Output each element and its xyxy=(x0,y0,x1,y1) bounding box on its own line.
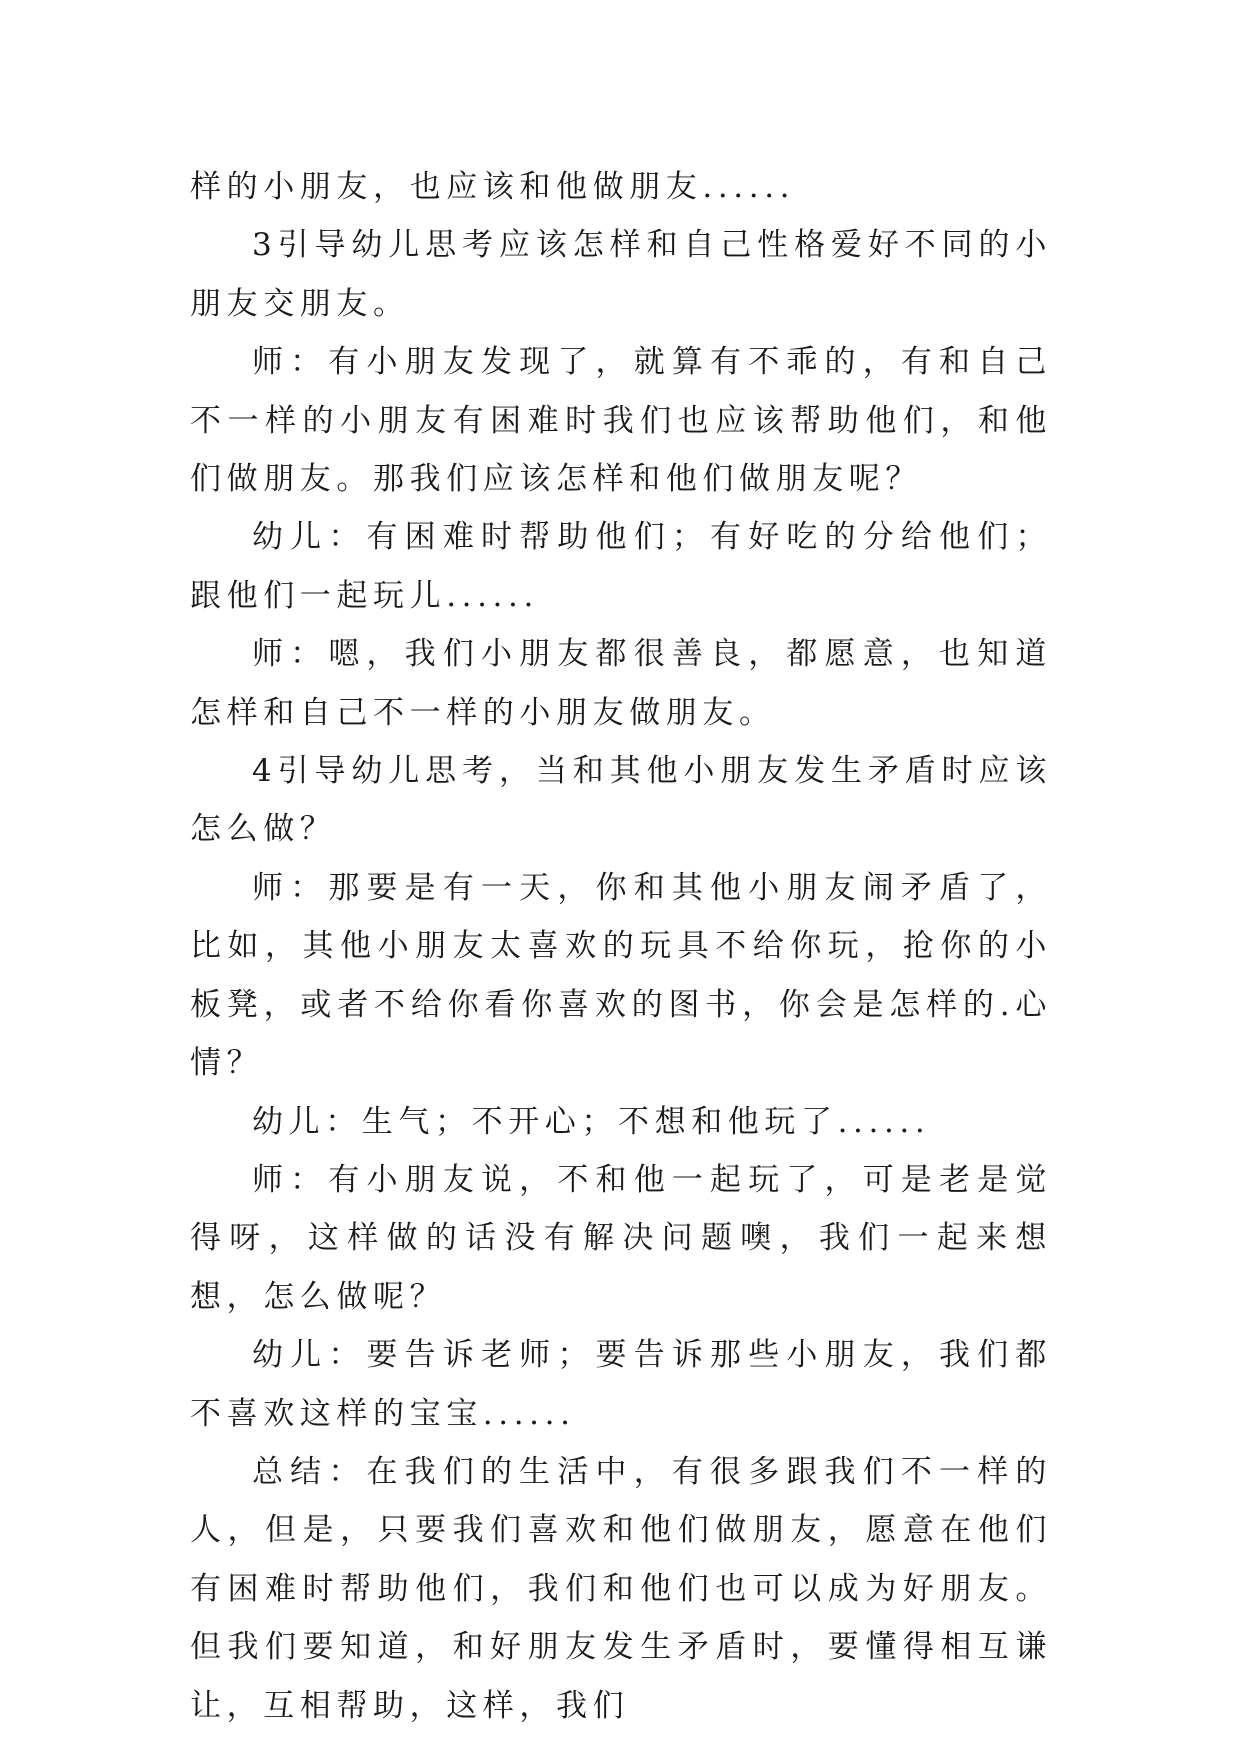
paragraph-step-4: 4引导幼儿思考，当和其他小朋友发生矛盾时应该怎么做？ xyxy=(190,753,1052,848)
document-body xyxy=(190,158,1052,1735)
paragraph-step-3: 3引导幼儿思考应该怎样和自己性格爱好不同的小朋友交朋友。 xyxy=(190,227,1052,322)
paragraph-teacher-4: 师：有小朋友说，不和他一起玩了，可是老是觉得呀，这样做的话没有解决问题噢，我们一起来想想，怎么做呢？ xyxy=(190,1161,1052,1315)
paragraph-child-1: 幼儿：有困难时帮助他们；有好吃的分给他们；跟他们一起玩儿...... xyxy=(190,519,1052,614)
paragraph-child-3: 幼儿：要告诉老师；要告诉那些小朋友，我们都不喜欢这样的宝宝...... xyxy=(190,1337,1052,1432)
paragraph-teacher-3: 师：那要是有一天，你和其他小朋友闹矛盾了，比如，其他小朋友太喜欢的玩具不给你玩，抢你的小板凳，或者不给你看你喜欢的图书，你会是怎样的.心情？ xyxy=(190,869,1052,1082)
paragraph-summary: 总结：在我们的生活中，有很多跟我们不一样的人，但是，只要我们喜欢和他们做朋友，愿意在他们有困难时帮助他们，我们和他们也可以成为好朋友。但我们要知道，和好朋友发生矛盾时，要懂得相互谦让，互相帮助，这样，我们 xyxy=(190,1453,1052,1724)
paragraph-continuation: 样的小朋友，也应该和他做朋友...... xyxy=(190,169,796,205)
paragraph-child-2: 幼儿：生气；不开心；不想和他玩了...... xyxy=(252,1103,931,1140)
paragraph-teacher-1: 师：有小朋友发现了，就算有不乖的，有和自己不一样的小朋友有困难时我们也应该帮助他们，和他们做朋友。那我们应该怎样和他们做朋友呢？ xyxy=(190,344,1052,498)
paragraph-teacher-2: 师：嗯，我们小朋友都很善良，都愿意，也知道怎样和自己不一样的小朋友做朋友。 xyxy=(190,636,1052,731)
